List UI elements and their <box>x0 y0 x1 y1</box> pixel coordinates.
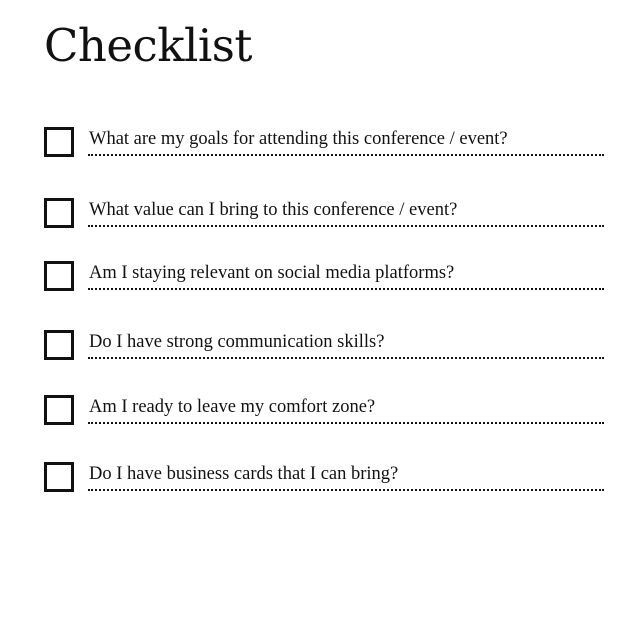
dotted-line <box>88 225 604 227</box>
checkbox[interactable] <box>44 462 74 492</box>
dotted-line <box>88 154 604 156</box>
checkbox[interactable] <box>44 395 74 425</box>
checklist-item <box>44 395 604 427</box>
checkbox[interactable] <box>44 127 74 157</box>
checklist-item <box>44 330 604 362</box>
dotted-line <box>88 288 604 290</box>
checklist-item <box>44 261 604 293</box>
checklist-item <box>44 127 604 159</box>
dotted-line <box>88 422 604 424</box>
checkbox[interactable] <box>44 261 74 291</box>
checklist-item-label: What value can I bring to this conference / event? <box>89 200 458 220</box>
dotted-line <box>88 357 604 359</box>
checklist-item <box>44 462 604 494</box>
checklist-item-label: What are my goals for attending this conference / event? <box>89 129 508 149</box>
checklist-item-label: Am I ready to leave my comfort zone? <box>89 397 376 417</box>
dotted-line <box>88 489 604 491</box>
checklist-item <box>44 198 604 230</box>
checklist-item-label: Am I staying relevant on social media platforms? <box>89 263 455 283</box>
page-title: Checklist <box>44 19 252 72</box>
checklist-item-label: Do I have business cards that I can bring? <box>89 464 399 484</box>
checkbox[interactable] <box>44 198 74 228</box>
checkbox[interactable] <box>44 330 74 360</box>
checklist-item-label: Do I have strong communication skills? <box>89 332 385 352</box>
